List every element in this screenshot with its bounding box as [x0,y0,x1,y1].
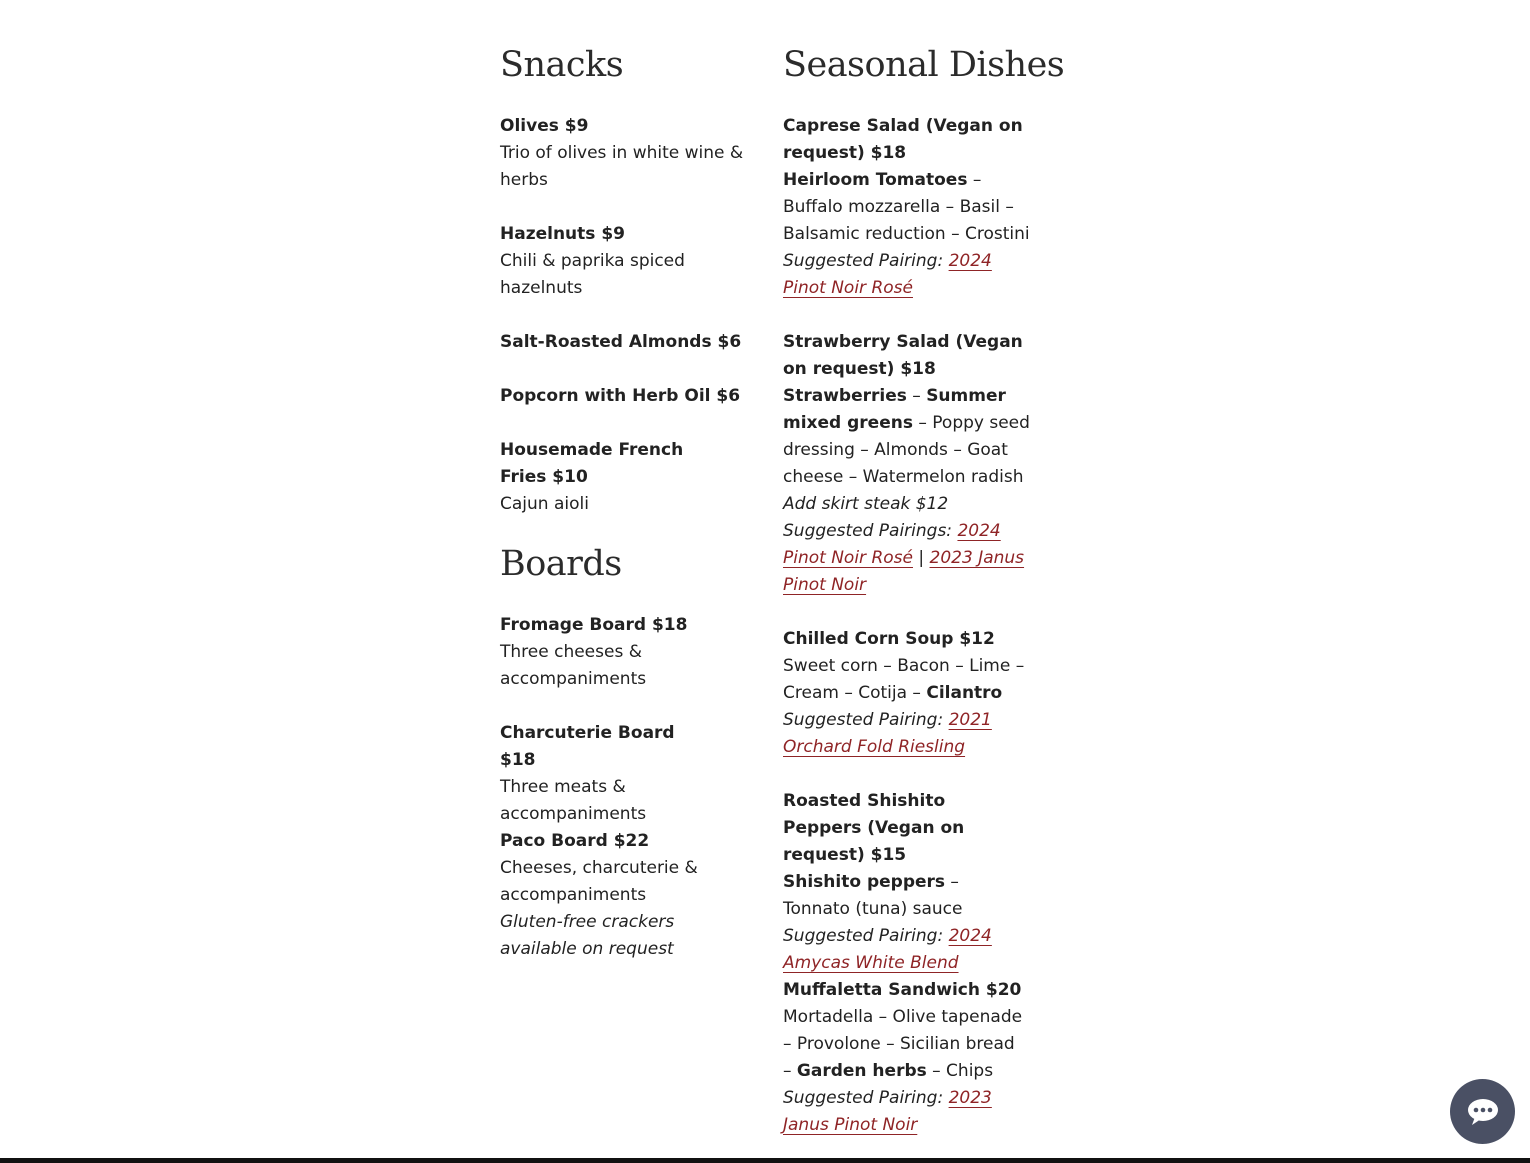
item-description-text: – Poppy seed dressing – Almonds – Goat cheese – Watermelon radish [783,413,1030,487]
menu-item-charcuterie-board [500,720,700,828]
item-description-text: Mortadella – Olive tapenade – Provolone – Sicilian bread – [783,1007,1023,1081]
item-name: Paco Board $22 [500,831,650,851]
menu-item-almonds [500,329,750,356]
item-note: Gluten-free crackers available on request [500,912,675,959]
pairing-label: Suggested Pairings: [783,521,958,541]
item-description-bold: Cilantro [926,683,1003,703]
pairing-label: Suggested Pairing: [783,251,949,271]
menu-item-paco-board [500,828,720,963]
seasonal-dishes-heading: Seasonal Dishes [783,45,1065,85]
wine-link[interactable]: 2021 Orchard Fold Riesling [783,710,992,757]
wine-link[interactable]: 2024 Amycas White Blend [783,926,992,973]
item-name: Fromage Board $18 [500,615,688,635]
boards-heading: Boards [500,544,622,584]
item-name: Hazelnuts $9 [500,224,625,244]
pairing-label: Suggested Pairing: [783,710,949,730]
item-name: Chilled Corn Soup $12 [783,629,995,649]
menu-item-fries [500,437,730,518]
item-description-bold: Shishito peppers [783,872,946,892]
item-name: Popcorn with Herb Oil $6 [500,386,741,406]
item-description-bold: Garden herbs [796,1061,927,1081]
footer-bar [0,1158,1530,1163]
item-description-text: – Chips [926,1061,994,1081]
item-name: Charcuterie Board $18 [500,723,675,770]
pairing-label: Suggested Pairing: [783,1088,949,1108]
wine-link[interactable]: 2024 Pinot Noir Rosé [783,521,1001,568]
pairing-line [783,248,1038,302]
item-name: Olives $9 [500,116,589,136]
wine-link[interactable]: 2023 Janus Pinot Noir [783,548,1025,595]
item-description [783,869,1023,923]
menu-item-shishito-peppers [783,788,1023,977]
item-name: Muffaletta Sandwich $20 [783,980,1022,1000]
item-description: Cajun aioli [500,494,589,514]
pairing-line [783,1085,1028,1139]
item-name: Roasted Shishito Peppers (Vegan on request) $15 [783,791,965,865]
pairing-line [783,923,1023,977]
chat-button[interactable] [1450,1079,1515,1144]
item-description [783,1004,1028,1085]
item-description-bold: Summer mixed greens [783,386,1006,433]
snacks-heading: Snacks [500,45,624,85]
menu-item-fromage-board [500,612,700,693]
pairing-line [783,518,1033,599]
item-description-separator: – [906,386,927,406]
item-name: Strawberry Salad (Vegan on request) $18 [783,332,1023,379]
item-description: Trio of olives in white wine & herbs [500,143,744,190]
menu-item-olives [500,113,750,194]
pairing-label: Suggested Pairing: [783,926,949,946]
item-description [783,653,1038,707]
item-name: Housemade French Fries $10 [500,440,684,487]
menu-item-strawberry-salad [783,329,1033,599]
item-description: Three meats & accompaniments [500,777,647,824]
item-description: Cheeses, charcuterie & accompaniments [500,858,698,905]
item-description-bold: Strawberries [783,386,907,406]
wine-link[interactable]: 2024 Pinot Noir Rosé [783,251,992,298]
menu-item-caprese-salad [783,113,1038,302]
wine-link[interactable]: 2023 Janus Pinot Noir [783,1088,992,1135]
item-description [783,383,1033,491]
pairing-divider: | [912,548,930,568]
item-description-bold: Heirloom Tomatoes [783,170,968,190]
pairing-line [783,707,1038,761]
menu-item-muffaletta-sandwich [783,977,1028,1139]
item-name: Caprese Salad (Vegan on request) $18 [783,116,1023,163]
item-description-text: – Buffalo mozzarella – Basil – Balsamic reduction – Crostini [783,170,1030,244]
menu-item-popcorn [500,383,750,410]
chat-bubble-icon [1466,1098,1500,1126]
item-addon: Add skirt steak $12 [783,494,949,514]
item-description [783,167,1038,248]
item-description: Three cheeses & accompaniments [500,642,647,689]
item-description: Chili & paprika spiced hazelnuts [500,251,685,298]
menu-item-chilled-corn-soup [783,626,1038,761]
item-name: Salt-Roasted Almonds $6 [500,332,742,352]
menu-item-hazelnuts [500,221,750,302]
item-description-text: Sweet corn – Bacon – Lime – Cream – Cotija – [783,656,1025,703]
item-description-text: – Tonnato (tuna) sauce [783,872,963,919]
